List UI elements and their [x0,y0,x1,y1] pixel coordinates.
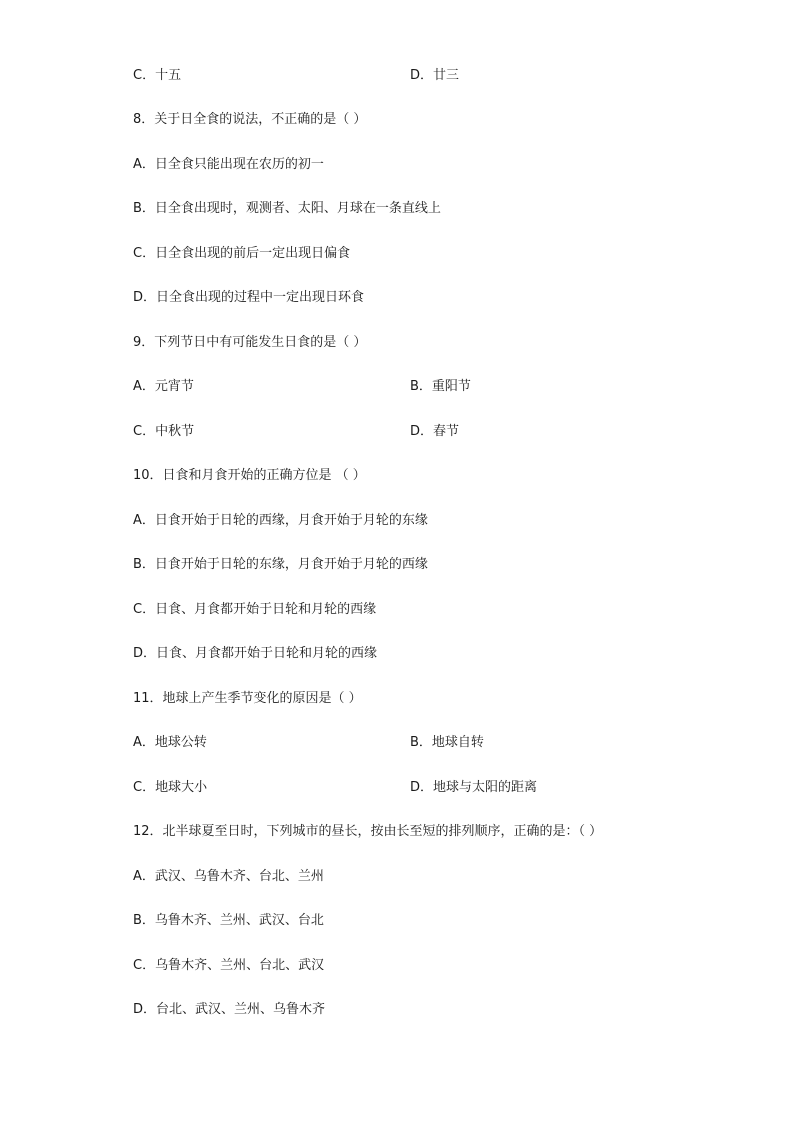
q9-question: 9．下列节日中有可能发生日食的是（ ） [133,335,367,350]
q8-option-b: B．日全食出现时，观测者、太阳、月球在一条直线上 [133,201,441,216]
q12-option-b: B．乌鲁木齐、兰州、武汉、台北 [133,913,324,928]
q7-option-c: C．十五 [133,68,182,83]
q7-option-d: D．廿三 [410,68,460,83]
q8-question: 8．关于日全食的说法，不正确的是（ ） [133,112,367,127]
q8-option-d: D．日全食出现的过程中一定出现日环食 [133,290,365,305]
q12-option-a: A．武汉、乌鲁木齐、台北、兰州 [133,869,324,884]
q12-question: 12．北半球夏至日时，下列城市的昼长，按由长至短的排列顺序，正确的是：（ ） [133,824,603,839]
q11-option-d: D．地球与太阳的距离 [410,780,538,795]
q12-option-c: C．乌鲁木齐、兰州、台北、武汉 [133,958,325,973]
q10-option-c: C．日食、月食都开始于日轮和月轮的西缘 [133,602,377,617]
q9-option-b: B．重阳节 [410,379,471,394]
q10-option-d: D．日食、月食都开始于日轮和月轮的西缘 [133,646,378,661]
q11-option-a: A．地球公转 [133,735,207,750]
q8-option-c: C．日全食出现的前后一定出现日偏食 [133,246,351,261]
q9-option-d: D．春节 [410,424,460,439]
q10-option-b: B．日食开始于日轮的东缘，月食开始于月轮的西缘 [133,557,428,572]
q9-option-c: C．中秋节 [133,424,195,439]
q10-option-a: A．日食开始于日轮的西缘，月食开始于月轮的东缘 [133,513,428,528]
q11-question: 11．地球上产生季节变化的原因是（ ） [133,691,362,706]
q9-option-a: A．元宵节 [133,379,194,394]
q11-option-b: B．地球自转 [410,735,484,750]
q10-question: 10．日食和月食开始的正确方位是 （ ） [133,468,366,483]
q8-option-a: A．日全食只能出现在农历的初一 [133,157,324,172]
q11-option-c: C．地球大小 [133,780,208,795]
q12-option-d: D．台北、武汉、兰州、乌鲁木齐 [133,1002,326,1017]
